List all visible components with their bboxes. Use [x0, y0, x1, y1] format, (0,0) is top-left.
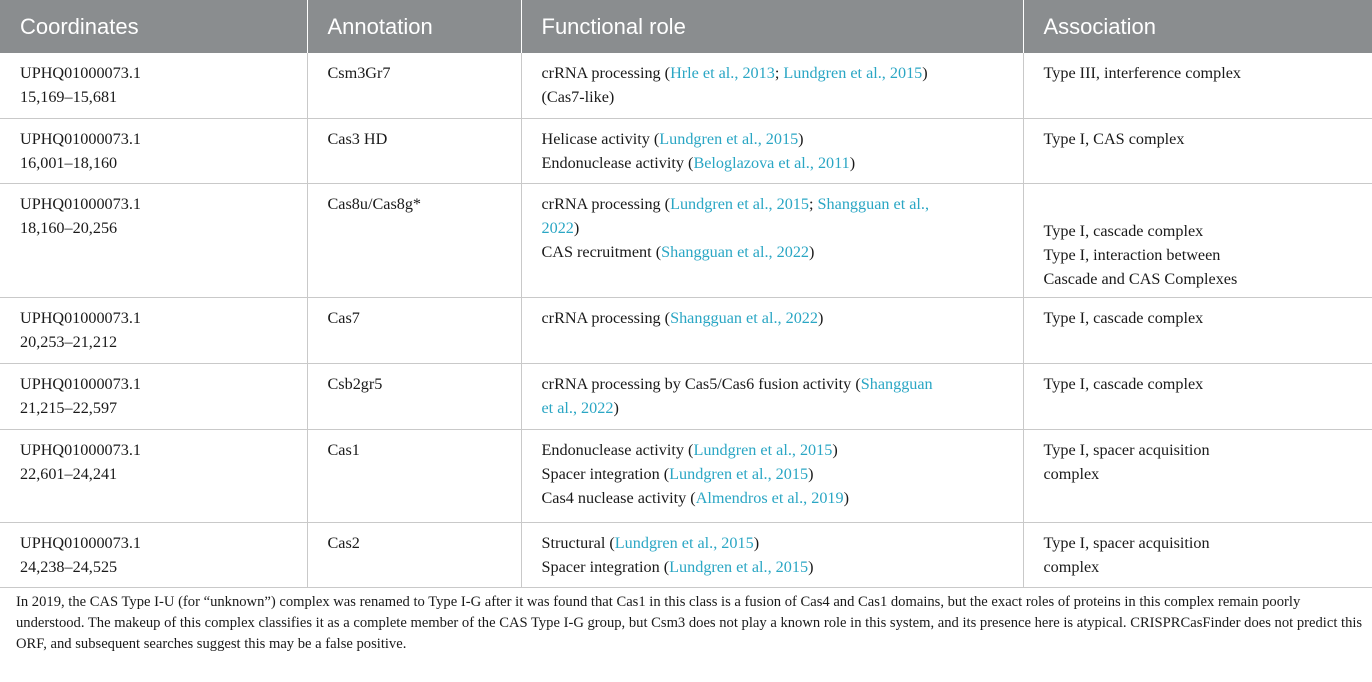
table-row: [0, 429, 1372, 522]
role-line: [542, 151, 1013, 175]
cell-functional-role: [521, 297, 1023, 363]
association-line: Type I, cascade complex: [1043, 308, 1204, 327]
role-text: Spacer integration (: [541, 464, 670, 483]
role-text: crRNA processing (: [541, 194, 671, 213]
role-line: [542, 462, 1013, 486]
role-text: ): [809, 242, 815, 261]
association-line: complex: [1043, 557, 1100, 576]
citation-link[interactable]: Shangguan: [860, 374, 933, 393]
cell-functional-role: [521, 53, 1023, 118]
role-text: ): [808, 464, 814, 483]
cell-functional-role: [521, 429, 1023, 522]
citation-link[interactable]: Shangguan et al., 2022: [670, 308, 818, 327]
role-line: [542, 438, 1013, 462]
header-association: Association: [1023, 0, 1372, 53]
table-row: [0, 522, 1372, 587]
association-line: Type I, cascade complex: [1043, 374, 1204, 393]
role-line: [542, 486, 1013, 510]
cell-association: [1023, 363, 1372, 429]
role-text: ): [832, 440, 838, 459]
citation-link[interactable]: Shangguan et al., 2022: [661, 242, 810, 261]
cell-annotation: Csm3Gr7: [307, 53, 521, 118]
cell-coordinates: [0, 363, 307, 429]
role-line: [542, 240, 1013, 264]
citation-link[interactable]: Lundgren et al., 2015: [614, 533, 754, 552]
sequence-id: UPHQ01000073.1: [20, 440, 141, 459]
role-line: [542, 372, 1013, 396]
citation-link[interactable]: Lundgren et al., 2015: [669, 557, 809, 576]
coordinate-range: 24,238–24,525: [20, 557, 118, 576]
cell-coordinates: [0, 429, 307, 522]
citation-link[interactable]: Almendros et al., 2019: [695, 488, 844, 507]
cell-coordinates: [0, 53, 307, 118]
role-text: Endonuclease activity (: [541, 440, 694, 459]
citation-link[interactable]: Lundgren et al., 2015: [659, 129, 799, 148]
sequence-id: UPHQ01000073.1: [20, 374, 141, 393]
role-line: [542, 85, 1013, 109]
association-line: Type I, spacer acquisition: [1043, 533, 1210, 552]
cell-annotation: Csb2gr5: [307, 363, 521, 429]
header-row: [0, 0, 1372, 53]
citation-link[interactable]: Shangguan et al.,: [817, 194, 930, 213]
association-line: Type I, spacer acquisition: [1043, 440, 1210, 459]
role-text: ): [753, 533, 760, 552]
role-line: [542, 192, 1013, 216]
sequence-id: UPHQ01000073.1: [20, 308, 141, 327]
role-line: [542, 396, 1013, 420]
header-functional-role: Functional role: [521, 0, 1023, 53]
role-text: ;: [808, 194, 818, 213]
cell-annotation: Cas1: [307, 429, 521, 522]
cell-association: [1023, 118, 1372, 183]
role-text: ): [798, 129, 804, 148]
sequence-id: UPHQ01000073.1: [20, 129, 141, 148]
table-row: [0, 183, 1372, 297]
cell-coordinates: [0, 118, 307, 183]
role-text: ): [922, 64, 928, 82]
role-line: [542, 555, 1013, 579]
role-text: (Cas7-like): [541, 88, 615, 106]
role-text: ): [573, 218, 580, 237]
role-text: crRNA processing (: [541, 308, 671, 327]
cell-annotation: Cas3 HD: [307, 118, 521, 183]
cell-association: [1023, 53, 1372, 118]
citation-link[interactable]: 2022: [541, 218, 574, 237]
role-text: Spacer integration (: [541, 557, 670, 576]
sequence-id: UPHQ01000073.1: [20, 64, 141, 82]
role-text: Endonuclease activity (: [541, 153, 694, 172]
cell-annotation: Cas8u/Cas8g*: [307, 183, 521, 297]
cell-association: [1023, 183, 1372, 297]
citation-link[interactable]: Lundgren et al., 2015: [670, 194, 809, 213]
association-line: Type I, CAS complex: [1043, 129, 1185, 148]
role-text: crRNA processing by Cas5/Cas6 fusion activity (: [541, 374, 861, 393]
coordinate-range: 20,253–21,212: [20, 332, 118, 351]
sequence-id: UPHQ01000073.1: [20, 194, 141, 213]
citation-link[interactable]: Hrle et al., 2013: [670, 64, 775, 82]
cell-functional-role: [521, 183, 1023, 297]
association-line: complex: [1043, 464, 1100, 483]
role-text: ): [818, 308, 824, 327]
coordinate-range: 15,169–15,681: [20, 88, 118, 106]
cell-functional-role: [521, 363, 1023, 429]
cell-association: [1023, 429, 1372, 522]
table-footnote: In 2019, the CAS Type I-U (for “unknown”) complex was renamed to Type I-G after it was found that Cas1 in this class is a fusion of Cas4 and Cas1 domains, but the exact roles of proteins in this complex remain poorly understood. The makeup of this complex classifies it as a complete member of the CAS Type I-G group, but Csm3 does not play a known role in this system, and its presence here is atypical. CRISPRCasFinder does not predict this ORF, and subsequent searches suggest this may be a false positive.: [16, 593, 1363, 652]
role-text: ;: [774, 64, 784, 82]
role-text: Helicase activity (: [541, 129, 660, 148]
role-text: CAS recruitment (: [541, 242, 662, 261]
role-text: ): [849, 153, 856, 172]
table-row: [0, 118, 1372, 183]
header-coordinates: Coordinates: [0, 0, 307, 53]
role-text: ): [843, 488, 849, 507]
cell-coordinates: [0, 297, 307, 363]
role-line: [542, 61, 1013, 85]
cell-coordinates: [0, 522, 307, 587]
association-line: Cascade and CAS Complexes: [1043, 270, 1238, 288]
role-text: ): [808, 557, 814, 576]
cell-functional-role: [521, 522, 1023, 587]
association-line: Type I, cascade complex: [1043, 222, 1204, 240]
coordinate-range: 22,601–24,241: [20, 464, 118, 483]
role-text: ): [613, 398, 619, 417]
coordinate-range: 16,001–18,160: [20, 153, 118, 172]
role-text: Cas4 nuclease activity (: [541, 488, 696, 507]
role-line: [542, 306, 1013, 330]
citation-link[interactable]: et al., 2022: [541, 398, 614, 417]
role-line: [542, 216, 1013, 240]
table-body: [0, 53, 1372, 587]
role-line: [542, 531, 1013, 555]
role-line: [542, 127, 1013, 151]
association-line: Type I, interaction between: [1043, 246, 1221, 264]
association-line: Type III, interference complex: [1043, 64, 1242, 82]
table-row: [0, 53, 1372, 118]
role-text: Structural (: [541, 533, 615, 552]
sequence-id: UPHQ01000073.1: [20, 533, 141, 552]
cell-association: [1023, 522, 1372, 587]
table-header: [0, 0, 1372, 53]
cell-association: [1023, 297, 1372, 363]
coordinate-range: 21,215–22,597: [20, 398, 118, 417]
cell-annotation: Cas2: [307, 522, 521, 587]
table-row: [0, 297, 1372, 363]
citation-link[interactable]: Lundgren et al., 2015: [693, 440, 833, 459]
cell-coordinates: [0, 183, 307, 297]
coordinate-range: 18,160–20,256: [20, 218, 118, 237]
role-text: crRNA processing (: [541, 64, 671, 82]
table-row: [0, 363, 1372, 429]
cell-functional-role: [521, 118, 1023, 183]
citation-link[interactable]: Lundgren et al., 2015: [783, 64, 923, 82]
cell-annotation: Cas7: [307, 297, 521, 363]
citation-link[interactable]: Beloglazova et al., 2011: [693, 153, 850, 172]
citation-link[interactable]: Lundgren et al., 2015: [669, 464, 809, 483]
header-annotation: Annotation: [307, 0, 521, 53]
